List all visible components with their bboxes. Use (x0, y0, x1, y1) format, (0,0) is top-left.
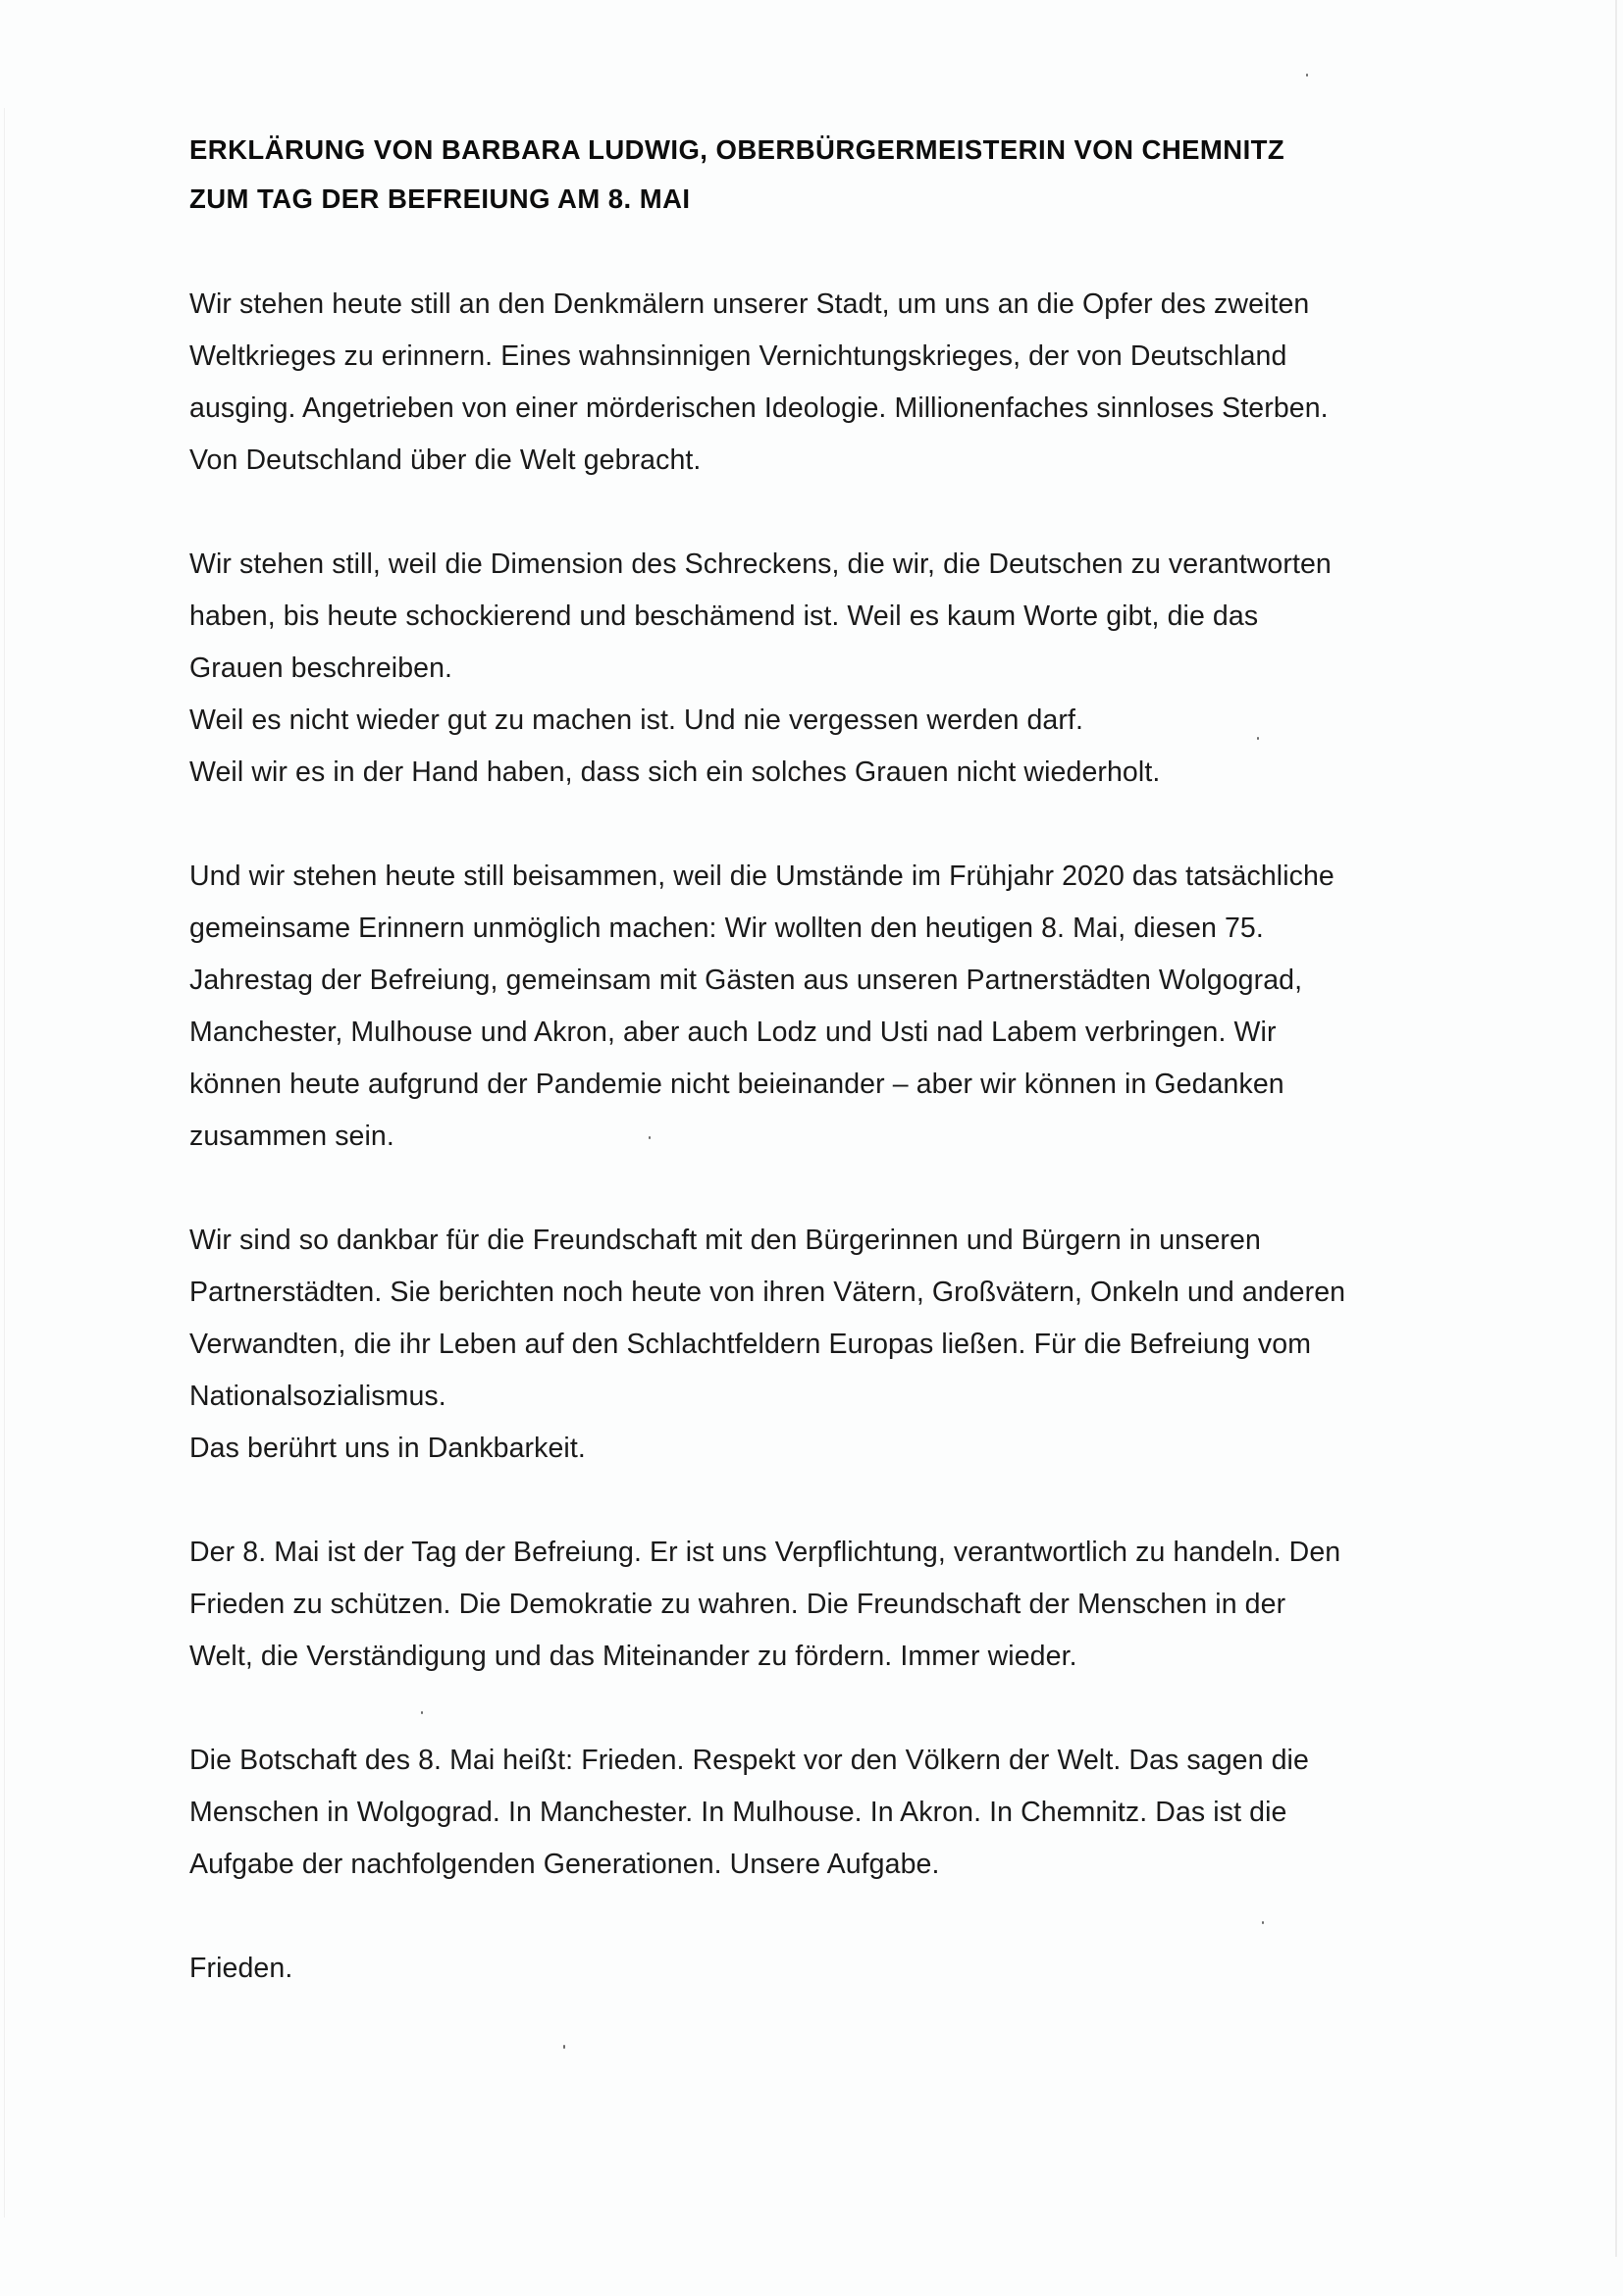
text-line: können heute aufgrund der Pandemie nicht beieinander – aber wir können in Gedanken (189, 1069, 1284, 1100)
text-line: Weil es nicht wieder gut zu machen ist. Und nie vergessen werden darf. (189, 704, 1084, 736)
text-line: Manchester, Mulhouse und Akron, aber auch Lodz und Usti nad Labem verbringen. Wir (189, 1017, 1277, 1048)
scan-edge-left (4, 108, 5, 2218)
text-line: Aufgabe der nachfolgenden Generationen. Unsere Aufgabe. (189, 1849, 940, 1880)
text-line: Weltkrieges zu erinnern. Eines wahnsinnigen Vernichtungskrieges, der von Deutschland (189, 340, 1287, 372)
paragraph-verantwortung (189, 539, 1465, 799)
scan-edge-right (1615, 0, 1617, 2257)
scan-speck (563, 2045, 565, 2049)
text-line: Die Botschaft des 8. Mai heißt: Frieden. Respekt vor den Völkern der Welt. Das sagen die (189, 1745, 1309, 1776)
text-line: Welt, die Verständigung und das Miteinander zu fördern. Immer wieder. (189, 1641, 1077, 1672)
text-line: zusammen sein. (189, 1121, 394, 1152)
paragraph-opfer-gedenken (189, 279, 1465, 487)
text-line: Und wir stehen heute still beisammen, weil die Umstände im Frühjahr 2020 das tatsächliche (189, 861, 1335, 892)
text-line: ausging. Angetrieben von einer mörderischen Ideologie. Millionenfaches sinnloses Sterben. (189, 392, 1329, 424)
text-line: haben, bis heute schockierend und beschämend ist. Weil es kaum Worte gibt, die das (189, 600, 1259, 632)
scan-speck (1306, 74, 1308, 77)
paragraph-pandemie (189, 851, 1465, 1163)
text-line: Frieden. (189, 1953, 293, 1984)
text-line: gemeinsame Erinnern unmöglich machen: Wir wollten den heutigen 8. Mai, diesen 75. (189, 913, 1264, 944)
text-line: Wir stehen still, weil die Dimension des Schreckens, die wir, die Deutschen zu verantworten (189, 548, 1332, 580)
text-line: Nationalsozialismus. (189, 1381, 446, 1412)
paragraph-partnerstaedte (189, 1215, 1465, 1475)
text-line: Menschen in Wolgograd. In Manchester. In Mulhouse. In Akron. In Chemnitz. Das ist die (189, 1797, 1287, 1828)
text-line: Verwandten, die ihr Leben auf den Schlachtfeldern Europas ließen. Für die Befreiung vom (189, 1329, 1312, 1360)
paragraph-botschaft (189, 1735, 1465, 1891)
text-line: Weil wir es in der Hand haben, dass sich ein solches Grauen nicht wiederholt. (189, 757, 1161, 788)
document-body (189, 126, 1465, 1995)
text-line: Partnerstädten. Sie berichten noch heute von ihren Vätern, Großvätern, Onkeln und anderen (189, 1277, 1346, 1308)
text-line: Grauen beschreiben. (189, 652, 453, 684)
document-title (189, 126, 1465, 224)
text-line: Wir sind so dankbar für die Freundschaft mit den Bürgerinnen und Bürgern in unseren (189, 1225, 1261, 1256)
title-line: ERKLÄRUNG VON BARBARA LUDWIG, OBERBÜRGERMEISTERIN VON CHEMNITZ (189, 134, 1285, 165)
text-line: Wir stehen heute still an den Denkmälern unserer Stadt, um uns an die Opfer des zweiten (189, 288, 1310, 320)
paragraph-tag-der-befreiung (189, 1527, 1465, 1683)
text-line: Der 8. Mai ist der Tag der Befreiung. Er ist uns Verpflichtung, verantwortlich zu handeln. Den (189, 1537, 1341, 1568)
title-line: ZUM TAG DER BEFREIUNG AM 8. MAI (189, 183, 691, 214)
text-line: Von Deutschland über die Welt gebracht. (189, 444, 702, 476)
text-line: Frieden zu schützen. Die Demokratie zu wahren. Die Freundschaft der Menschen in der (189, 1589, 1286, 1620)
text-line: Jahrestag der Befreiung, gemeinsam mit Gästen aus unseren Partnerstädten Wolgograd, (189, 965, 1303, 996)
text-line: Das berührt uns in Dankbarkeit. (189, 1433, 586, 1464)
closing-word (189, 1943, 1465, 1995)
